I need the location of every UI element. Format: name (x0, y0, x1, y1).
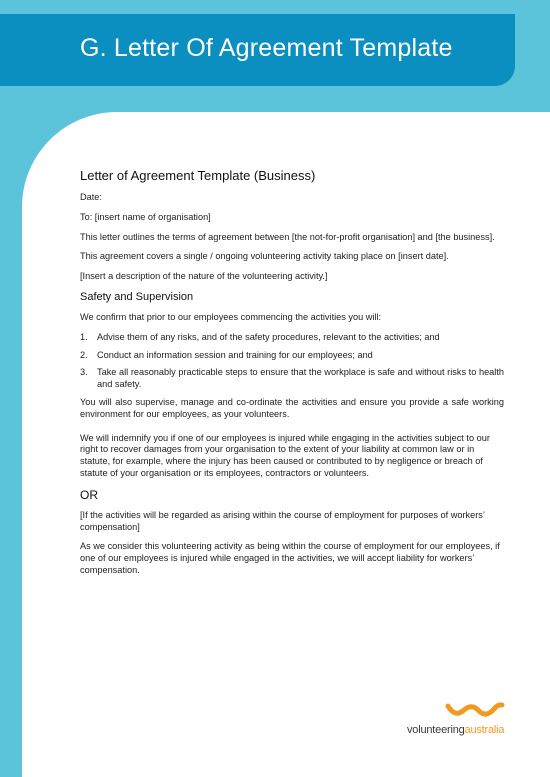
supervise-paragraph: You will also supervise, manage and co-ordinate the activities and ensure you provide a safe working environment for our employees, as your volunteers. (80, 396, 504, 419)
list-item (80, 350, 504, 362)
logo-text-accent: australia (464, 724, 505, 736)
date-line: Date: (80, 192, 102, 202)
document-title: Letter of Agreement Template (Business) (80, 168, 316, 183)
page-title: G. Letter Of Agreement Template (80, 34, 453, 62)
or-heading: OR (80, 487, 98, 502)
list-text: Take all reasonably practicable steps to ensure that the workplace is safe and without risks to health and safety. (97, 367, 504, 390)
terms-paragraph: This letter outlines the terms of agreement between [the not-for-profit organisation] and [the business]. (80, 231, 495, 242)
safety-intro: We confirm that prior to our employees commencing the activities you will: (80, 311, 382, 322)
document-body (80, 168, 504, 585)
obligations-list (80, 332, 504, 391)
list-number: 3. (80, 367, 88, 378)
logo-text-main: volunteering (407, 724, 465, 736)
covers-paragraph: This agreement covers a single / ongoing volunteering activity taking place on [insert date]. (80, 251, 449, 262)
list-item (80, 332, 504, 344)
consider-paragraph: As we consider this volunteering activity as being within the course of employment for our employees, if one of our employees is injured while engaged in the activities, we will accept liability for workers’ compensation. (80, 541, 500, 575)
volunteering-australia-logo (407, 700, 527, 740)
indemnify-paragraph: We will indemnify you if one of our employees is injured while engaging in the activities subject to our right to recover damages from your organisation to the extent of your liability at common law or in statute, for example, where the injury has been caused or contributed to by negligence or breach of statute of your organisation or its employees, contractors or volunteers. (80, 432, 490, 478)
list-number: 2. (80, 349, 88, 360)
to-line: To: [insert name of organisation] (80, 211, 211, 222)
section-heading-safety: Safety and Supervision (80, 290, 194, 303)
list-text: Advise them of any risks, and of the safety procedures, relevant to the activities; and (97, 331, 440, 342)
description-paragraph: [Insert a description of the nature of the volunteering activity.] (80, 271, 328, 282)
list-item (80, 367, 504, 391)
list-text: Conduct an information session and training for our employees; and (97, 349, 373, 360)
list-number: 1. (80, 331, 88, 342)
wave-logo-icon (445, 700, 505, 722)
conditional-paragraph: [If the activities will be regarded as arising within the course of employment for purposes of workers’ compensation] (80, 509, 485, 532)
logo-wordmark (407, 724, 504, 736)
